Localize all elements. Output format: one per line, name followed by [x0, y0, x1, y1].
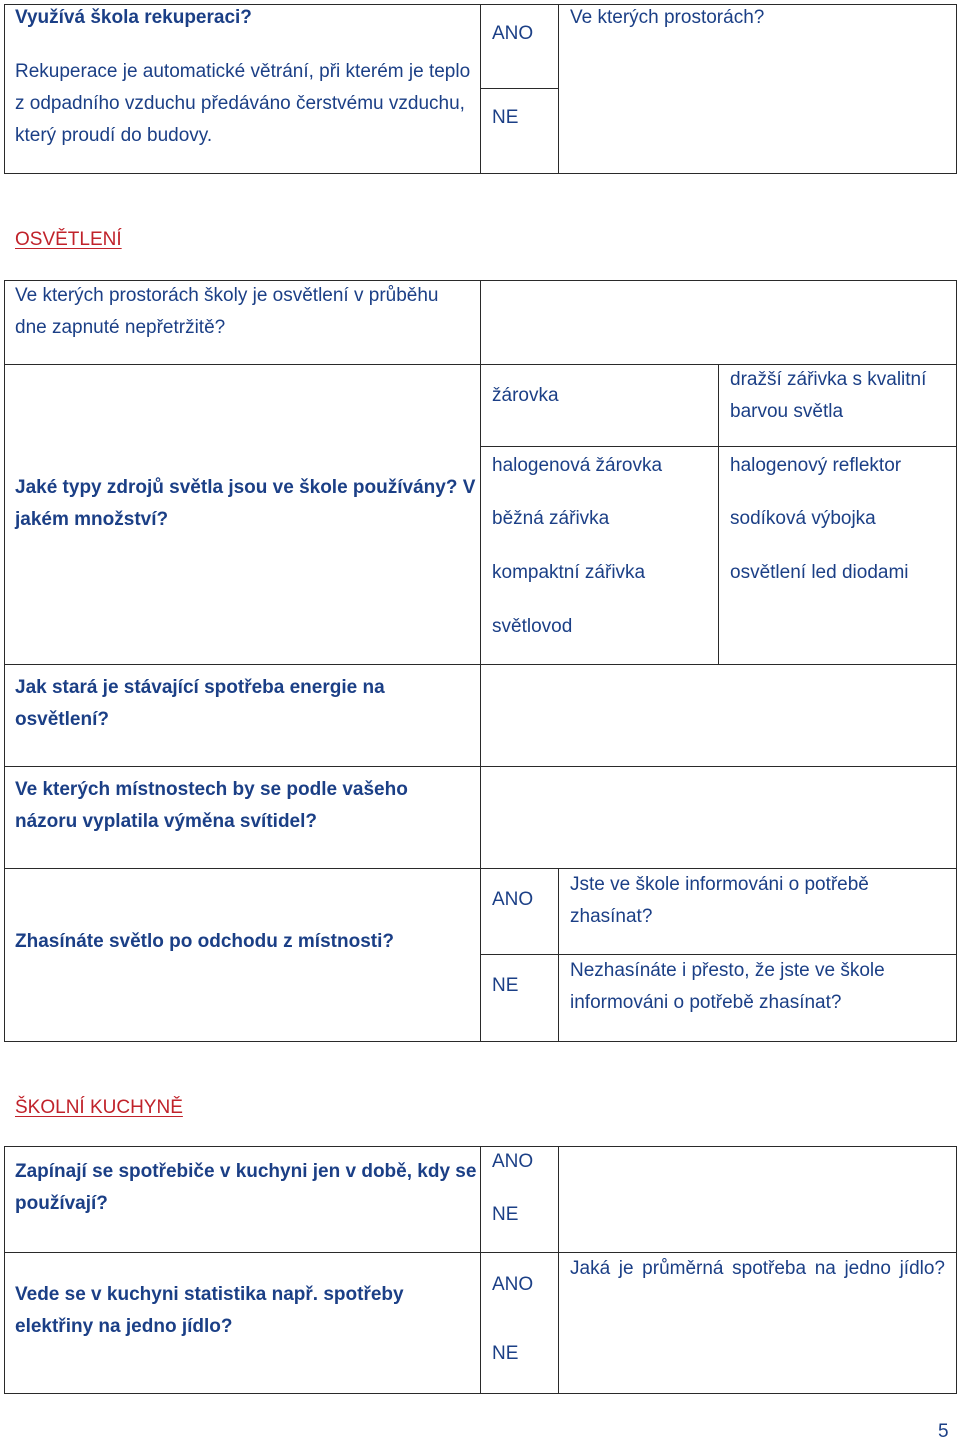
source-option-led-diody[interactable]: osvětlení led diodami [730, 562, 909, 583]
switch-off-yes-option[interactable]: ANO [492, 889, 534, 910]
recuperation-yes-option[interactable]: ANO [492, 23, 534, 44]
informed-question: Jste ve škole informováni o potřebě zhasínat? [570, 874, 869, 927]
divider [4, 664, 957, 665]
source-types-question: Jaké typy zdrojů světla jsou ve škole používány? V jakém množství? [15, 477, 476, 530]
divider [480, 1146, 481, 1394]
divider [480, 4, 481, 174]
kitchen-heading: ŠKOLNÍ KUCHYNĚ [15, 1097, 183, 1118]
statistics-yes-option[interactable]: ANO [492, 1274, 534, 1295]
replacement-question: Ve kterých místnostech by se podle vašeho názoru vyplatila výměna svítidel? [15, 779, 408, 832]
appliances-yes-option[interactable]: ANO [492, 1151, 534, 1172]
statistics-no-option[interactable]: NE [492, 1343, 519, 1364]
divider [558, 4, 559, 174]
divider [4, 766, 957, 767]
switch-off-question: Zhasínáte světlo po odchodu z místnosti? [15, 931, 394, 952]
always-on-question: Ve kterých prostorách školy je osvětlení v průběhu dne zapnuté nepřetržitě? [15, 285, 439, 338]
divider [480, 280, 481, 1042]
source-option-kompaktni-zarivka[interactable]: kompaktní zářivka [492, 562, 646, 583]
switch-off-no-option[interactable]: NE [492, 975, 519, 996]
not-switching-question: Nezhasínáte i přesto, že jste ve škole informováni o potřebě zhasínat? [570, 960, 885, 1013]
average-consumption-question: Jaká je průměrná spotřeba na jedno jídlo? [570, 1258, 945, 1279]
recuperation-definition: Rekuperace je automatické větrání, při kterém je teplo z odpadního vzduchu předáváno čerstvému vzduchu, který proudí do budovy. [15, 61, 471, 146]
divider [718, 364, 719, 664]
statistics-question: Vede se v kuchyni statistika např. spotřeby elektřiny na jedno jídlo? [15, 1284, 404, 1337]
divider [558, 1146, 559, 1394]
divider [558, 868, 559, 1042]
source-option-zarovka[interactable]: žárovka [492, 385, 559, 406]
lighting-heading: OSVĚTLENÍ [15, 229, 122, 250]
lighting-age-question: Jak stará je stávající spotřeba energie na osvětlení? [15, 677, 385, 730]
source-option-drazsi-zarivka[interactable]: dražší zářivka s kvalitní barvou světla [730, 369, 927, 422]
page-number: 5 [938, 1421, 949, 1442]
recuperation-followup: Ve kterých prostorách? [570, 7, 765, 28]
source-option-svetlovod[interactable]: světlovod [492, 616, 573, 637]
divider [480, 88, 558, 89]
source-option-bezna-zarivka[interactable]: běžná zářivka [492, 508, 610, 529]
source-option-sodikova-vybojka[interactable]: sodíková výbojka [730, 508, 876, 529]
source-option-halogenovy-reflektor[interactable]: halogenový reflektor [730, 455, 902, 476]
recuperation-question: Využívá škola rekuperaci? [15, 7, 252, 28]
recuperation-no-option[interactable]: NE [492, 107, 519, 128]
appliances-question: Zapínají se spotřebiče v kuchyni jen v době, kdy se používají? [15, 1161, 477, 1214]
appliances-no-option[interactable]: NE [492, 1204, 519, 1225]
source-option-halogenova-zarovka[interactable]: halogenová žárovka [492, 455, 663, 476]
